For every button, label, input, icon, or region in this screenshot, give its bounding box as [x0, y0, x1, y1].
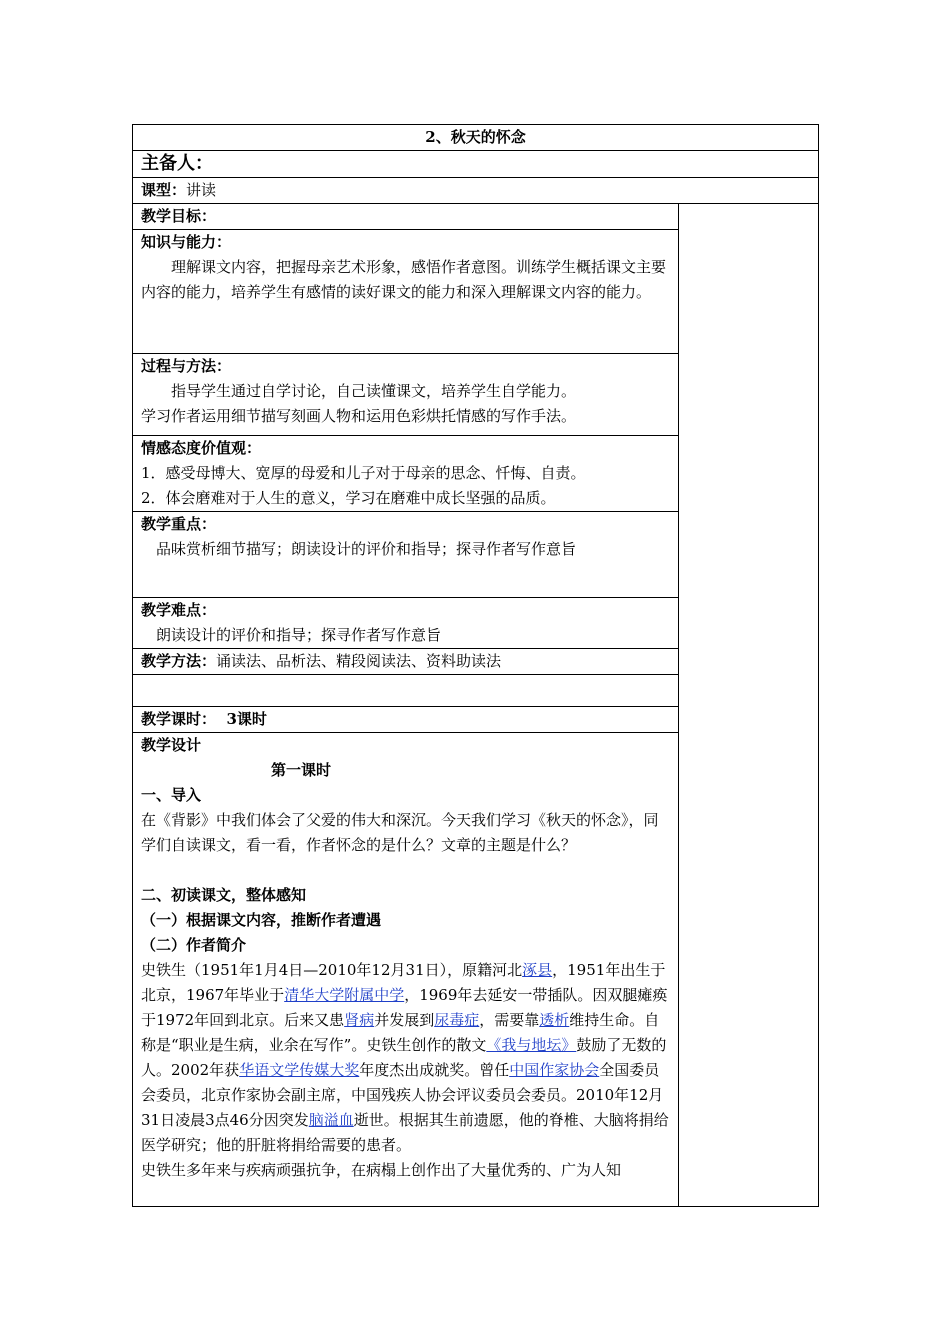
bio-text: 全国委员会委员，北京作家协会副主席，中国残疾人协会评议委员会委员。2010年12月31日凌晨3点46分因突发	[141, 1061, 664, 1129]
knowledge-cell	[133, 230, 679, 354]
empty-row	[133, 675, 679, 707]
bio-text: ，需要靠	[479, 1011, 540, 1029]
link-uremia[interactable]: 尿毒症	[434, 1011, 480, 1029]
link-kidney-disease[interactable]: 肾病	[344, 1011, 375, 1029]
lesson-plan-table	[132, 124, 819, 1207]
link-cerebral-hemorrhage[interactable]: 脑溢血	[308, 1111, 354, 1129]
methods-cell	[133, 649, 679, 675]
design-label: 教学设计	[141, 736, 202, 754]
process-line1: 指导学生通过自学讨论，自己读懂课文，培养学生自学能力。	[171, 382, 577, 400]
link-chinese-media-award[interactable]: 华语文学传媒大奖	[239, 1061, 360, 1079]
process-line2: 学习作者运用细节描写刻画人物和运用色彩烘托情感的写作手法。	[141, 407, 577, 425]
difficulties-text: 朗读设计的评价和指导；探寻作者写作意旨	[156, 626, 442, 644]
section1-heading: 一、导入	[141, 786, 202, 804]
hours-cell	[133, 707, 679, 733]
sub1-heading: （一）根据课文内容，推断作者遭遇	[141, 911, 382, 929]
emotion-cell	[133, 436, 679, 512]
hours-value: 3课时	[226, 710, 267, 728]
last-line: 史铁生多年来与疾病顽强抗争，在病榻上创作出了大量优秀的、广为人知	[141, 1161, 622, 1179]
link-tsinghua-high-school[interactable]: 清华大学附属中学	[284, 986, 405, 1004]
bio-text: 维持生命。自称是“职业是生病，业余在写作”。史铁生创作的散文	[141, 1011, 660, 1054]
difficulties-label: 教学难点：	[141, 601, 217, 619]
sub2-heading: （二）作者简介	[141, 936, 247, 954]
methods-label: 教学方法：	[141, 652, 217, 670]
bio-text: 年度杰出成就奖。曾任	[359, 1061, 510, 1079]
bio-text: 逝世。根据其生前遗愿，他的脊椎、大脑将捐给医学研究；他的肝脏将捐给需要的患者。	[141, 1111, 669, 1154]
link-china-writers-association[interactable]: 中国作家协会	[509, 1061, 600, 1079]
bio-text: ，1951年出生于北京，1967年毕业于	[141, 961, 666, 1004]
bio-text: 史铁生（1951年1月4日—2010年12月31日），原籍河北	[141, 961, 523, 979]
hours-label: 教学课时：	[141, 710, 217, 728]
intro-text: 在《背影》中我们体会了父爱的伟大和深沉。今天我们学习《秋天的怀念》，同学们自读课文，看一看，作者怀念的是什么？文章的主题是什么？	[141, 811, 659, 854]
design-cell	[133, 733, 679, 1207]
key-points-text: 品味赏析细节描写；朗读设计的评价和指导；探寻作者写作意旨	[156, 540, 577, 558]
process-cell	[133, 354, 679, 436]
link-me-and-ditan[interactable]: 《我与地坛》	[486, 1036, 577, 1054]
link-dialysis[interactable]: 透析	[539, 1011, 570, 1029]
author-bio	[141, 958, 670, 1158]
link-zhuoxian[interactable]: 涿县	[522, 961, 553, 979]
bio-text: 鼓励了无数的人。2002年获	[141, 1036, 667, 1079]
lesson1-heading: 第一课时	[271, 761, 332, 779]
knowledge-label: 知识与能力：	[141, 233, 232, 251]
knowledge-text: 理解课文内容，把握母亲艺术形象，感悟作者意图。训练学生概括课文主要内容的能力，培养学生有感情的读好课文的能力和深入理解课文内容的能力。	[141, 258, 667, 301]
preparer-label: 主备人：	[141, 153, 213, 174]
methods-text: 诵读法、品析法、精段阅读法、资料助读法	[216, 652, 502, 670]
emotion-line1: 1．感受母博大、宽厚的母爱和儿子对于母亲的思念、忏悔、自责。	[141, 464, 586, 482]
emotion-label: 情感态度价值观：	[141, 439, 262, 457]
objectives-label: 教学目标：	[133, 204, 679, 230]
process-label: 过程与方法：	[141, 357, 232, 375]
emotion-line2: 2．体会磨难对于人生的意义，学习在磨难中成长坚强的品质。	[141, 489, 556, 507]
notes-column	[679, 204, 819, 1207]
key-points-cell	[133, 512, 679, 598]
course-type-value: 讲读	[186, 181, 217, 199]
key-points-label: 教学重点：	[141, 515, 217, 533]
difficulties-cell	[133, 598, 679, 649]
lesson-title: 2、秋天的怀念	[133, 125, 819, 151]
course-type-label: 课型：	[141, 181, 187, 199]
bio-text: 并发展到	[374, 1011, 435, 1029]
bio-text: ，1969年去延安一带插队。因双腿瘫痪于1972年回到北京。后来又患	[141, 986, 668, 1029]
section2-heading: 二、初读课文，整体感知	[141, 886, 307, 904]
